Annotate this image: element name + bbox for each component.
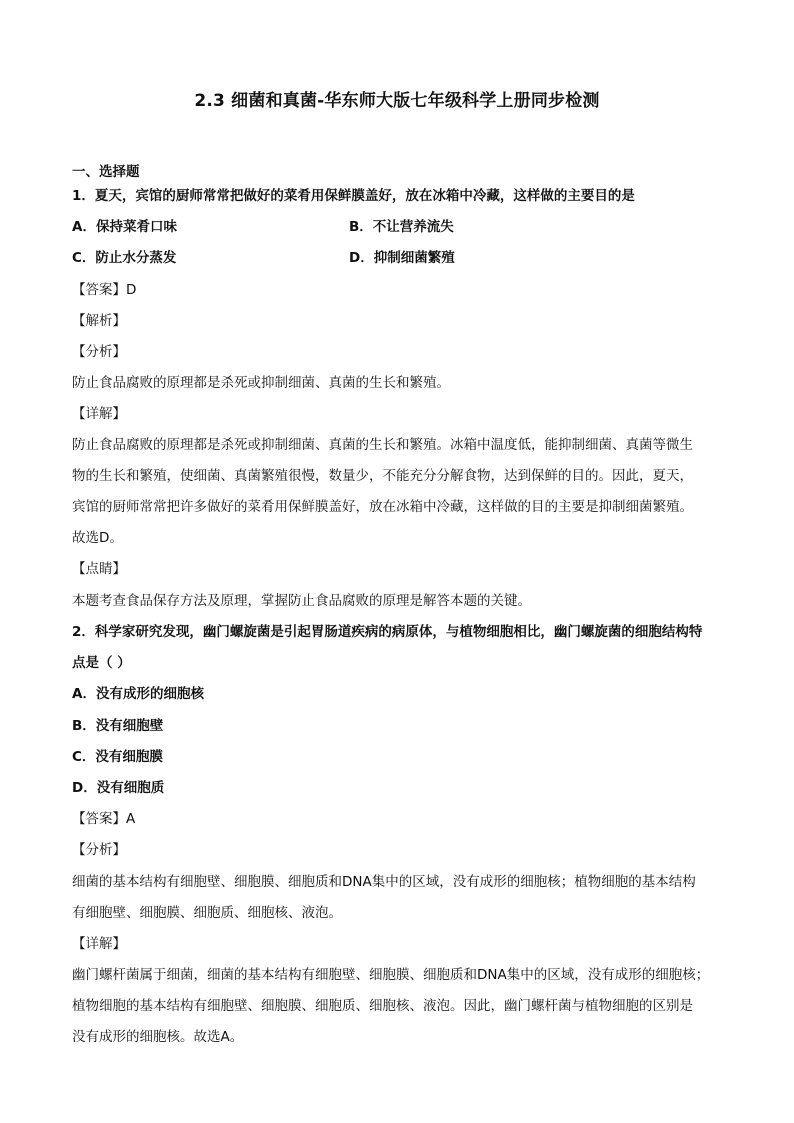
q1-jiexi-label: 【解析】 [72, 313, 126, 329]
q1-dianjing-text: 本题考查食品保存方法及原理，掌握防止食品腐败的原理是解答本题的关键。 [72, 593, 531, 609]
q2-option-c: C．没有细胞膜 [72, 749, 163, 765]
q2-option-b: B．没有细胞壁 [72, 718, 164, 734]
q2-xiangjie-label: 【详解】 [72, 936, 126, 952]
q2-option-a: A．没有成形的细胞核 [72, 686, 204, 702]
q1-answer: 【答案】D [72, 282, 137, 298]
q2-fenxi-line: 细菌的基本结构有细胞壁、细胞膜、细胞质和DNA集中的区域，没有成形的细胞核；植物细胞的基本结构 [72, 874, 696, 890]
q1-detail-line: 防止食品腐败的原理都是杀死或抑制细菌、真菌的生长和繁殖。冰箱中温度低，能抑制细菌、真菌等微生 [72, 437, 693, 453]
q1-option-a: A．保持菜肴口味 [72, 219, 177, 235]
q1-option-b: B．不让营养流失 [349, 219, 454, 235]
q2-answer: 【答案】A [72, 811, 136, 827]
q2-option-d: D．没有细胞质 [72, 780, 165, 796]
q1-detail-line: 故选D。 [72, 530, 123, 546]
q1-detail-line: 物的生长和繁殖，使细菌、真菌繁殖很慢，数量少，不能充分分解食物，达到保鲜的目的。因此，夏天， [72, 468, 693, 484]
q2-detail-line: 幽门螺杆菌属于细菌，细菌的基本结构有细胞壁、细胞膜、细胞质和DNA集中的区域，没有成形的细胞核； [72, 967, 710, 983]
section-heading: 一、选择题 [72, 164, 140, 180]
q1-option-c: C．防止水分蒸发 [72, 250, 177, 266]
q1-option-d: D．抑制细菌繁殖 [349, 250, 455, 266]
q2-detail-line: 没有成形的细胞核。故选A。 [72, 1029, 244, 1045]
q1-detail-line: 宾馆的厨师常常把许多做好的菜肴用保鲜膜盖好，放在冰箱中冷藏，这样做的目的主要是抑制细菌繁殖。 [72, 499, 693, 515]
q2-fenxi-line: 有细胞壁、细胞膜、细胞质、细胞核、液泡。 [72, 905, 342, 921]
q1-xiangjie-label: 【详解】 [72, 406, 126, 422]
q1-dianjing-label: 【点睛】 [72, 561, 126, 577]
q2-fenxi-label: 【分析】 [72, 842, 126, 858]
q2-stem-line: 2．科学家研究发现，幽门螺旋菌是引起胃肠道疾病的病原体，与植物细胞相比，幽门螺旋菌的细胞结构特 [72, 624, 703, 640]
q2-detail-line: 植物细胞的基本结构有细胞壁、细胞膜、细胞质、细胞核、液泡。因此，幽门螺杆菌与植物细胞的区别是 [72, 998, 693, 1014]
page-title: 2.3 细菌和真菌-华东师大版七年级科学上册同步检测 [194, 91, 600, 111]
q1-stem: 1．夏天，宾馆的厨师常常把做好的菜肴用保鲜膜盖好，放在冰箱中冷藏，这样做的主要目的是 [72, 188, 635, 204]
q1-fenxi-label: 【分析】 [72, 344, 126, 360]
q2-stem-line: 点是（ ） [72, 655, 131, 671]
q1-fenxi-text: 防止食品腐败的原理都是杀死或抑制细菌、真菌的生长和繁殖。 [72, 375, 450, 391]
